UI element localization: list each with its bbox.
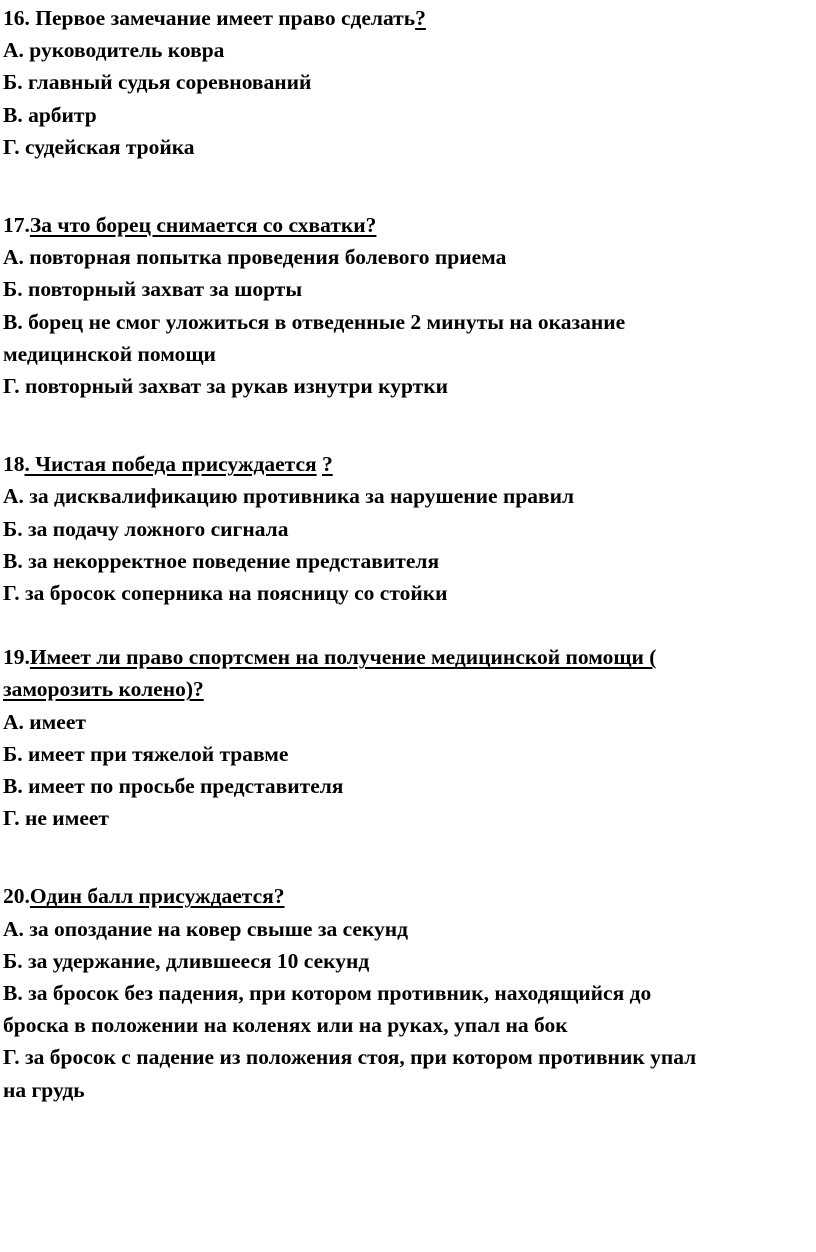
question-text: . Чистая победа присуждается <box>24 452 317 477</box>
question-16-title <box>3 0 816 34</box>
answer-option: Г. за бросок соперника на поясницу со стойки <box>3 581 448 606</box>
question-20-title <box>3 880 816 912</box>
question-19-title <box>3 641 816 673</box>
answer-option: Б. за удержание, длившееся 10 секунд <box>3 948 370 973</box>
question-text: заморозить колено)? <box>3 677 204 702</box>
question-number: 20. <box>3 884 30 909</box>
answer-option: В. за бросок без падения, при котором противник, находящийся до <box>3 981 652 1006</box>
spacer <box>3 609 816 641</box>
answer-option: В. за некорректное поведение представителя <box>3 548 440 573</box>
answer-option: А. имеет <box>3 709 86 734</box>
spacer <box>3 402 816 448</box>
answer-option: Г. за бросок с падение из положения стоя, при котором противник упал <box>3 1045 697 1070</box>
question-text: За что борец снимается со схватки? <box>29 213 377 238</box>
answer-option-continued: на грудь <box>3 1077 85 1102</box>
spacer <box>3 834 816 880</box>
question-17-title <box>3 209 816 241</box>
answer-option: Б. главный судья соревнований <box>3 70 312 95</box>
answer-option: Г. судейская тройка <box>3 134 195 159</box>
answer-option: В. арбитр <box>3 102 97 127</box>
answer-option: Б. за подачу ложного сигнала <box>3 516 289 541</box>
question-text: Первое замечание имеет право сделать <box>29 6 416 30</box>
answer-option: В. имеет по просьбе представителя <box>3 774 344 799</box>
question-mark: ? <box>322 452 333 477</box>
question-19-title-continued <box>3 673 816 705</box>
question-text: Один балл присуждается? <box>29 884 285 909</box>
answer-option: А. повторная попытка проведения болевого приема <box>3 245 507 270</box>
answer-option: Г. повторный захват за рукав изнутри куртки <box>3 374 449 399</box>
answer-option: Г. не имеет <box>3 806 109 831</box>
question-18-title <box>3 448 816 480</box>
question-number: 16. <box>3 6 30 30</box>
question-number: 19. <box>3 645 30 670</box>
question-number: 18 <box>3 452 25 477</box>
answer-option-continued: медицинской помощи <box>3 341 216 366</box>
answer-option: А. руководитель ковра <box>3 38 225 63</box>
spacer <box>3 163 816 209</box>
question-number: 17. <box>3 213 30 238</box>
answer-option: Б. имеет при тяжелой травме <box>3 741 289 766</box>
question-text: Имеет ли право спортсмен на получение медицинской помощи ( <box>29 645 657 670</box>
question-mark: ? <box>415 6 426 30</box>
answer-option: А. за дисквалификацию противника за нарушение правил <box>3 484 575 509</box>
answer-option: В. борец не смог уложиться в отведенные 2 минуты на оказание <box>3 309 626 334</box>
answer-option: Б. повторный захват за шорты <box>3 277 303 302</box>
answer-option: А. за опоздание на ковер свыше за секунд <box>3 916 409 941</box>
answer-option-continued: броска в положении на коленях или на руках, упал на бок <box>3 1013 568 1038</box>
